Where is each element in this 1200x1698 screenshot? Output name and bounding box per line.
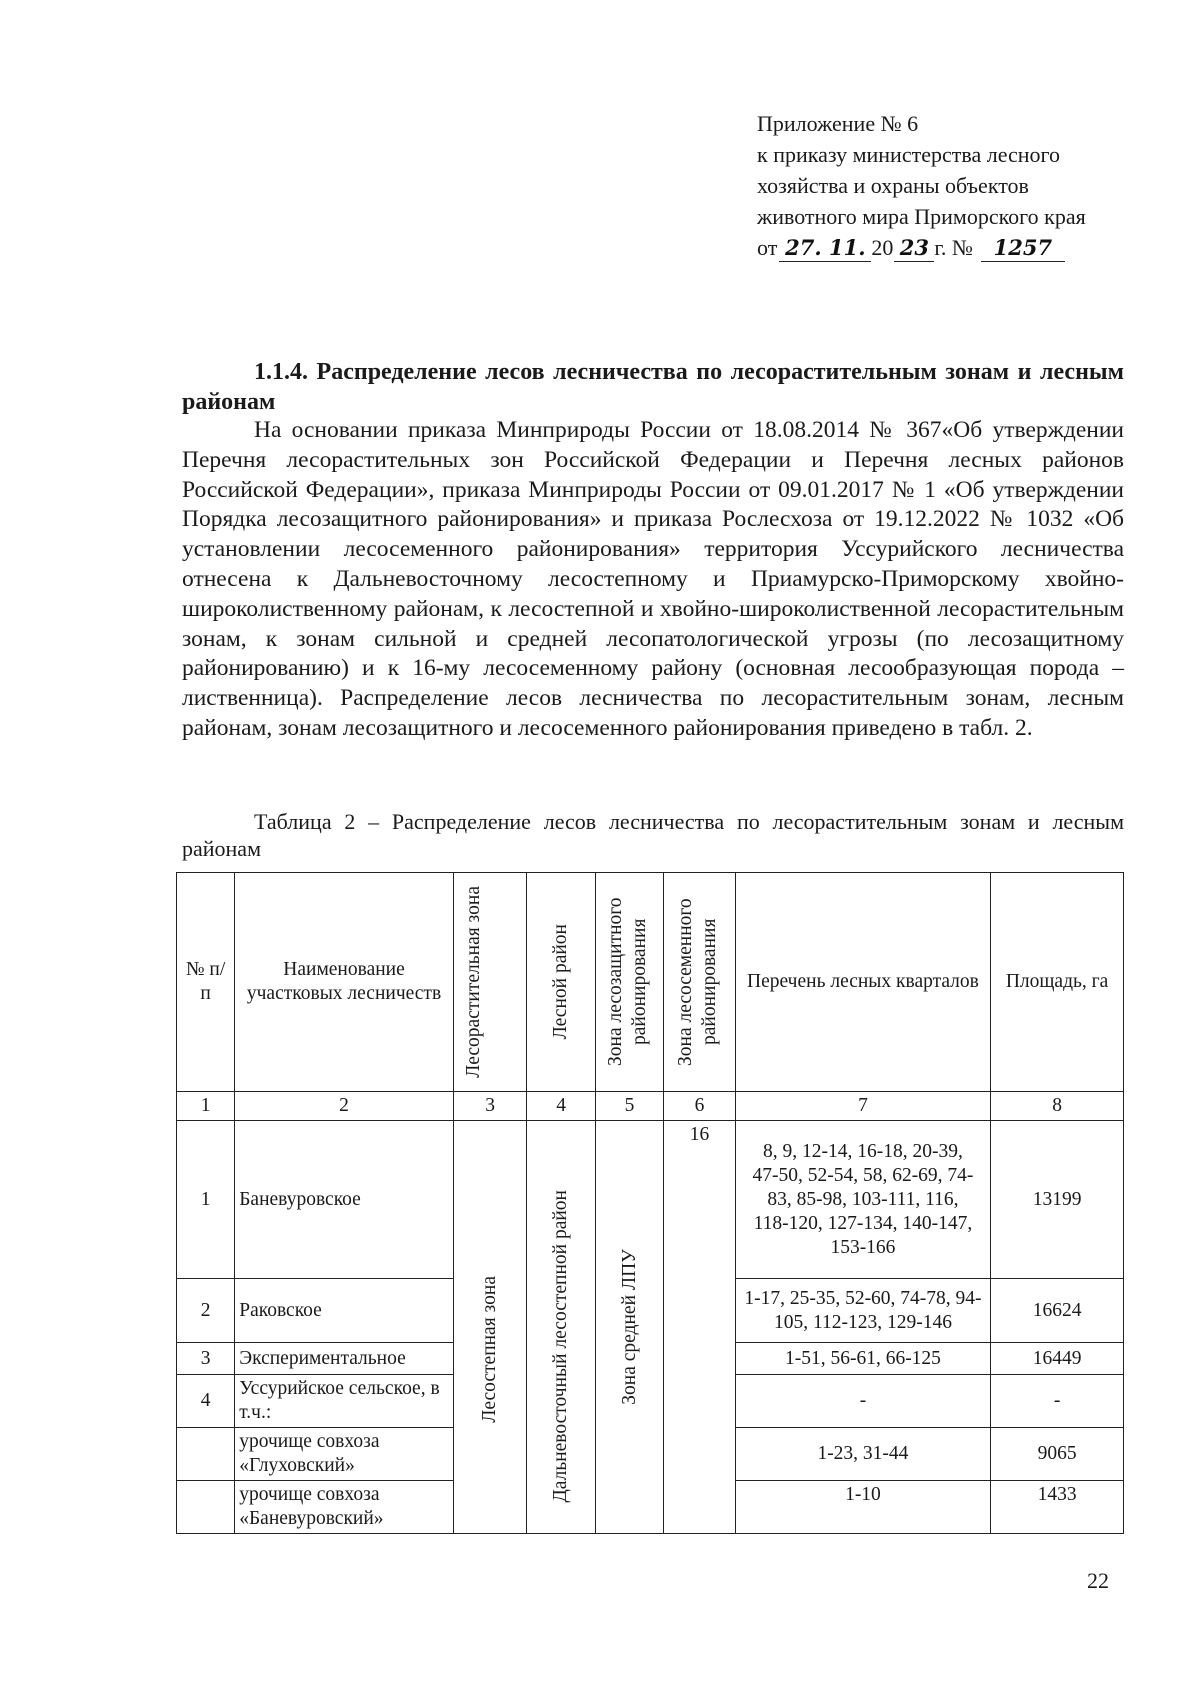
row-quarters: -	[735, 1375, 990, 1428]
row-num: 2	[177, 1279, 235, 1343]
merged-district	[527, 1121, 595, 1534]
column-number: 8	[991, 1092, 1124, 1121]
column-number: 5	[595, 1092, 663, 1121]
row-area: 16624	[991, 1279, 1124, 1343]
header-num: № п/п	[177, 873, 235, 1092]
column-number: 4	[527, 1092, 595, 1121]
annex-line: хозяйства и охраны объектов	[757, 173, 1029, 198]
header-district-text: Лесной район	[550, 924, 572, 1040]
header-zone-text: Лесорастительная зона	[463, 886, 485, 1078]
merged-district-text: Дальневосточный лесостепной район	[550, 1190, 572, 1503]
header-protection	[595, 873, 663, 1092]
header-name: Наименование участковых лесничеств	[235, 873, 454, 1092]
row-num	[177, 1428, 235, 1481]
header-quarters: Перечень лесных кварталов	[735, 873, 990, 1092]
row-area: 16449	[991, 1343, 1124, 1375]
row-area: 1433	[991, 1481, 1124, 1534]
row-area: 13199	[991, 1121, 1124, 1279]
row-area: -	[991, 1375, 1124, 1428]
column-number: 1	[177, 1092, 235, 1121]
row-name: урочище совхоза «Глуховский»	[235, 1428, 454, 1481]
date-year-suffix: г. №	[934, 235, 973, 260]
forest-distribution-table	[176, 872, 1124, 1534]
column-number: 7	[735, 1092, 990, 1121]
merged-zone-text: Лесостепная зона	[479, 1276, 501, 1423]
annex-line: животного мира Приморского края	[757, 204, 1086, 229]
header-zone	[453, 873, 527, 1092]
row-name: Уссурийское сельское, в т.ч.:	[235, 1375, 454, 1428]
header-district	[527, 873, 595, 1092]
header-seed	[664, 873, 736, 1092]
row-quarters: 1-51, 56-61, 66-125	[735, 1343, 990, 1375]
date-century: 20	[871, 235, 894, 260]
column-number: 3	[453, 1092, 527, 1121]
handwritten-year: 23	[894, 235, 934, 262]
row-quarters: 8, 9, 12-14, 16-18, 20-39, 47-50, 52-54, 58, 62-69, 74-83, 85-98, 103-111, 116, 118-120, 127-134, 140-147, 153-166	[735, 1121, 990, 1279]
header-protection-text: Зона лесозащитного районирования	[604, 897, 650, 1067]
row-quarters: 1-23, 31-44	[735, 1428, 990, 1481]
row-name: урочище совхоза «Баневуровский»	[235, 1481, 454, 1534]
section-paragraph: На основании приказа Минприроды России от 18.08.2014 № 367«Об утверждении Перечня лесорастительных зон Российской Федерации и Перечня лесных районов Российской Федерации», приказа Минприроды России от 09.01.2017 № 1 «Об утверждении Порядка лесозащитного районирования» и приказа Рослесхоза от 19.12.2022 № 1032 «Об установлении лесосеменного районирования» территория Уссурийского лесничества отнесена к Дальневосточному лесостепному и Приамурско-Приморскому хвойно-широколиственному районам, к лесостепной и хвойно-широколиственной лесорастительным зонам, к зонам сильной и средней лесопатологической угрозы (по лесозащитному районированию) и к 16-му лесосеменному району (основная лесообразующая порода – лиственница). Распределение лесов лесничества по лесорастительным зонам, лесным районам, зонам лесозащитного и лесосеменного районирования приведено в табл. 2.	[182, 417, 1124, 741]
merged-protection	[595, 1121, 663, 1534]
annex-header	[757, 108, 1177, 263]
handwritten-date: 27. 11.	[779, 235, 871, 262]
table-row	[177, 1121, 1124, 1279]
merged-protection-text: Зона средней ЛПУ	[618, 1249, 640, 1405]
section-heading: 1.1.4. Распределение лесов лесничества по лесорастительным зонам и лесным районам	[182, 359, 1124, 415]
annex-title: Приложение № 6	[757, 111, 919, 136]
column-number: 2	[235, 1092, 454, 1121]
row-num	[177, 1481, 235, 1534]
row-name: Баневуровское	[235, 1121, 454, 1279]
row-num: 3	[177, 1343, 235, 1375]
row-area: 9065	[991, 1428, 1124, 1481]
row-quarters: 1-10	[735, 1481, 990, 1534]
row-name: Экспериментальное	[235, 1343, 454, 1375]
row-name: Раковское	[235, 1279, 454, 1343]
annex-line: к приказу министерства лесного	[757, 142, 1061, 167]
merged-seed: 16	[664, 1121, 736, 1534]
handwritten-order-number: 1257	[981, 235, 1065, 262]
row-num: 4	[177, 1375, 235, 1428]
page-number: 22	[1087, 1568, 1109, 1593]
header-area: Площадь, га	[991, 873, 1124, 1092]
row-num: 1	[177, 1121, 235, 1279]
order-date-line	[757, 232, 1177, 263]
table-header-row	[177, 873, 1124, 1092]
header-seed-text: Зона лесосеменного районирования	[674, 898, 720, 1066]
column-number-row	[177, 1092, 1124, 1121]
date-prefix: от	[757, 235, 778, 260]
merged-zone	[453, 1121, 527, 1534]
table-caption: Таблица 2 – Распределение лесов лесничества по лесорастительным зонам и лесным районам	[182, 809, 1124, 861]
row-quarters: 1-17, 25-35, 52-60, 74-78, 94-105, 112-123, 129-146	[735, 1279, 990, 1343]
column-number: 6	[664, 1092, 736, 1121]
